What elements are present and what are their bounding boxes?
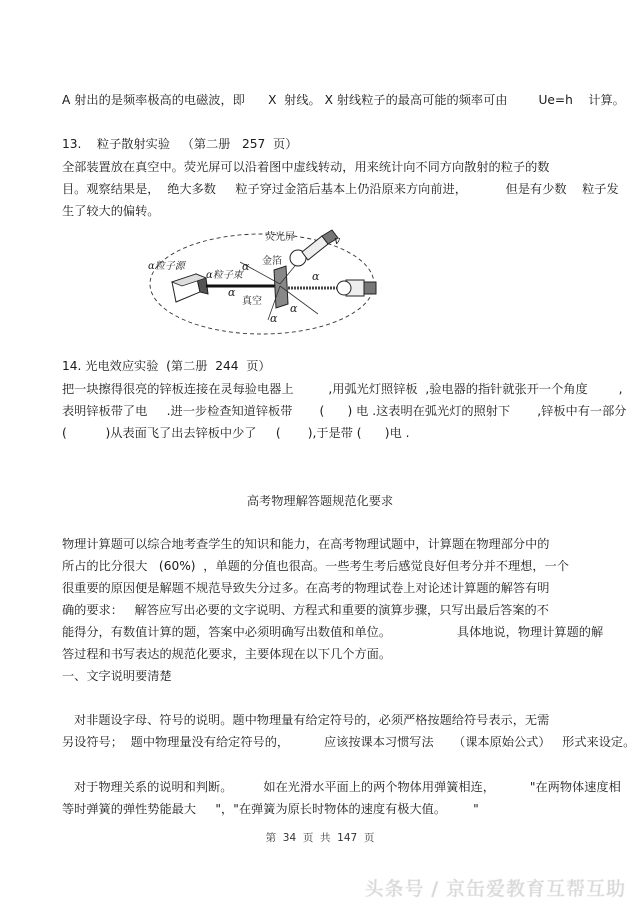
text-line: 把一块擦得很亮的锌板连接在灵每验电器上 ,用弧光灯照锌板 ,验电器的指针就张开一个角度 , [62,382,623,396]
text-line: 很重要的原因便是解题不规范导致失分过多。在高考的物理试卷上对论述计算题的解答有明 [62,581,550,595]
fluorescent-screen-microscope [290,230,338,266]
alpha-source [172,274,208,302]
text-line: 物理计算题可以综合地考查学生的知识和能力，在高考物理试题中，计算题在物理部分中的 [62,537,550,551]
page-footer: 第 34 页 共 147 页 [265,832,375,844]
alpha-scattering-diagram [140,222,380,340]
text-line: 另设符号； 题中物理量没有给定符号的， 应该按课本习惯写法 （课本原始公式） 形式来设定。 [62,735,636,749]
subheading-text-explanation: 一、文字说明要清楚 [62,669,172,683]
watermark: 头条号 / 京缶爱教育互帮互助 [364,878,626,900]
label-alpha-beam: α粒子束 [206,270,243,281]
heading-photoelectric: 14. 光电效应实验 (第二册 244 页） [62,359,271,373]
label-alpha-source: α粒子源 [148,261,185,272]
text-line: 对非题设字母、符号的说明。题中物理量有给定符号的，必须严格按题给符号表示，无需 [74,713,550,727]
label-alpha: α [242,260,250,273]
label-alpha: α [290,302,298,315]
label-velocity: v [334,234,341,247]
text-line-xray: A 射出的是频率极高的电磁波，即 X 射线。 X 射线粒子的最高可能的频率可由 Ue=h 计算。 [62,93,625,107]
text-line: 答过程和书写表达的规范化要求，主要体现在以下几个方面。 [62,647,392,661]
label-alpha: α [270,312,278,325]
text-line: 等时弹簧的弹性势能最大 "，"在弹簧为原长时物体的速度有极大值。 " [62,802,479,816]
text-line: 目。观察结果是， 绝大多数 粒子穿过金箔后基本上仍沿原来方向前进， 但是有少数 粒子发 [62,182,619,196]
text-line: ( )从表面飞了出去锌板中少了 ( ),于是带 ( )电 . [62,426,410,440]
text-line: 生了较大的偏转。 [62,204,160,218]
text-line: 所占的比分很大 (60%) ，单题的分值也很高。一些考生考后感觉良好但考分并不理想，一个 [62,559,569,573]
label-gold-foil: 金箔 [262,256,282,267]
text-line: 全部装置放在真空中。荧光屏可以沿着图中虚线转动，用来统计向不同方向散射的粒子的数 [62,160,550,174]
section-title: 高考物理解答题规范化要求 [246,494,394,508]
heading-alpha-scattering: 13. 粒子散射实验 （第二册 257 页） [62,137,298,151]
label-vacuum: 真空 [242,296,262,307]
text-line: 表明锌板带了电 .进一步检查知道锌板带 ( ) 电 .这表明在弧光灯的照射下 ,锌板中有一部分 [62,404,627,418]
text-line: 对于物理关系的说明和判断。 如在光滑水平面上的两个物体用弹簧相连， "在两物体速度相 [74,780,621,794]
label-alpha: α [312,270,320,283]
label-alpha: α [228,286,236,299]
text-line: 能得分，有数值计算的题，答案中必须明确写出数值和单位。 具体地说，物理计算题的解 [62,625,604,639]
text-line: 确的要求： 解答应写出必要的文字说明、方程式和重要的演算步骤，只写出最后答案的不 [62,603,549,617]
label-fluorescent-screen: 荧光屏 [265,232,295,243]
right-microscope [337,280,376,296]
